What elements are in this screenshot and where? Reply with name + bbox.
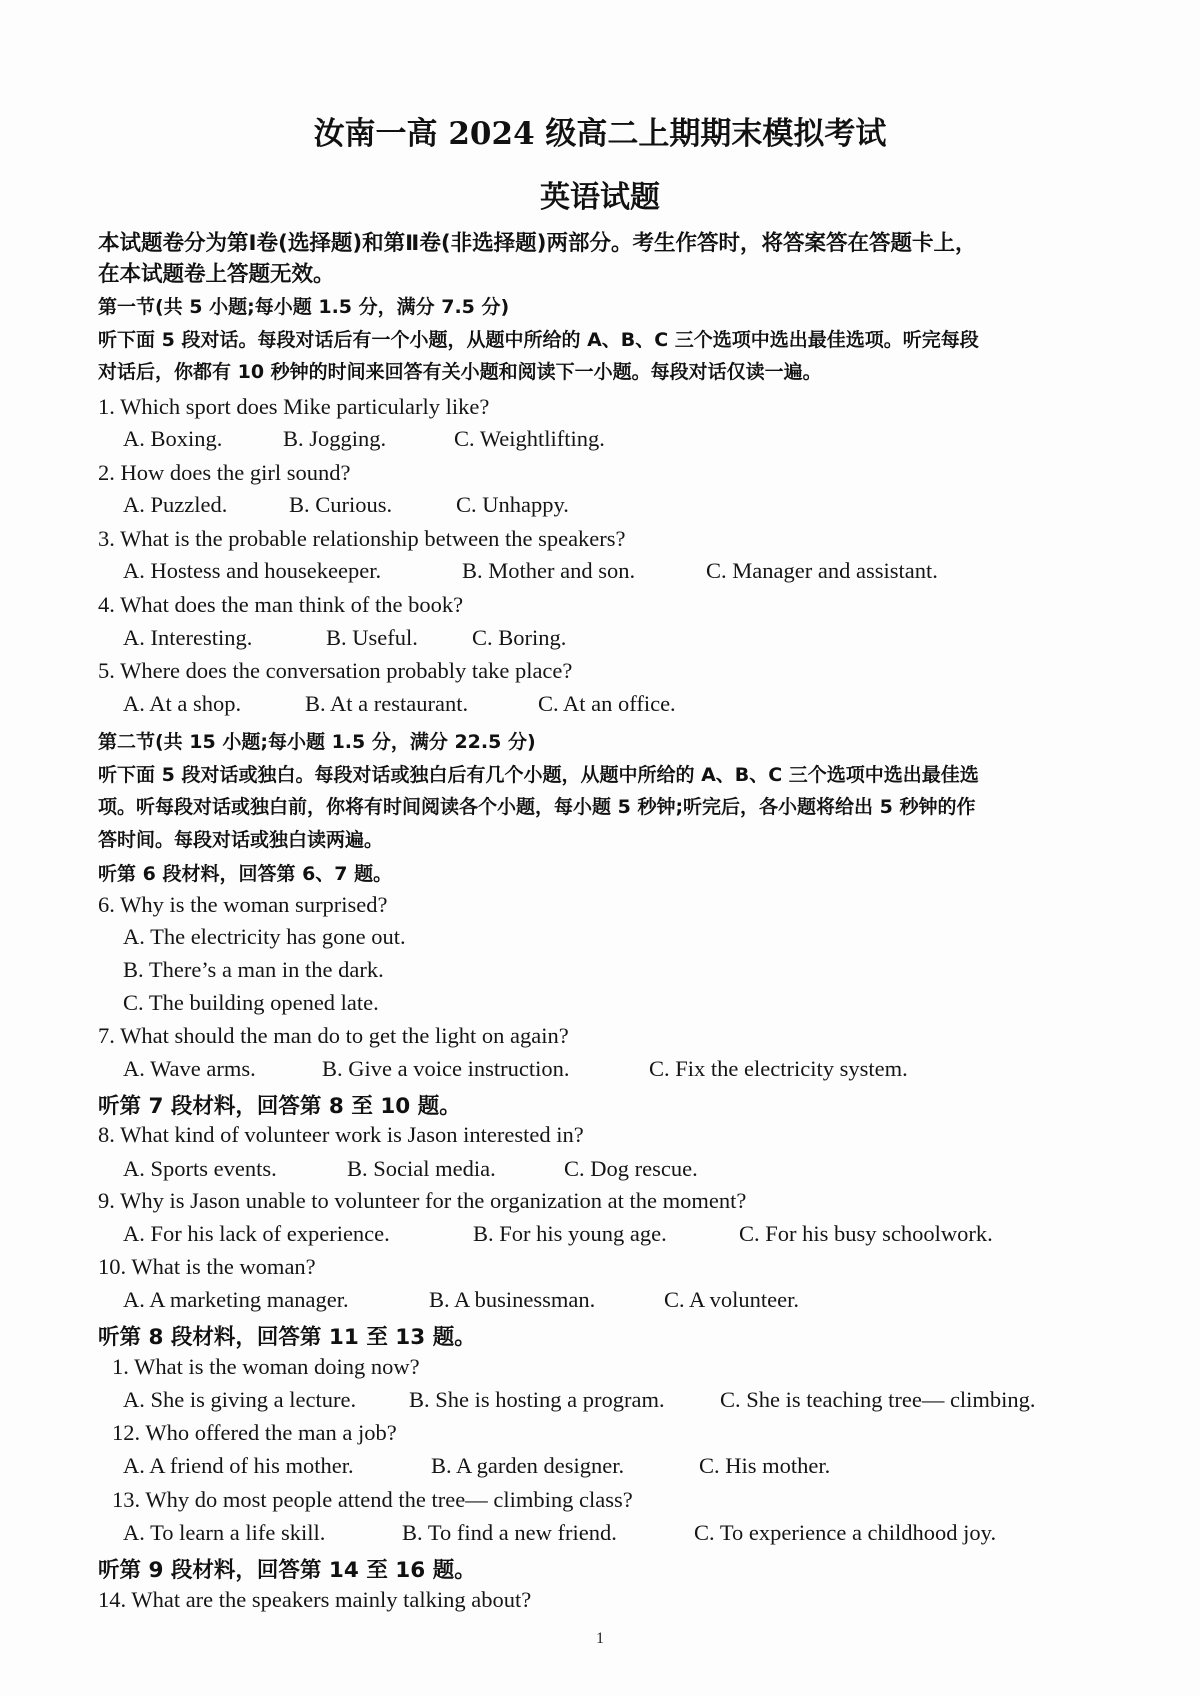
question-4: 4. What does the man think of the book? (98, 592, 464, 617)
question-9: 9. Why is Jason unable to volunteer for the organization at the moment? (98, 1188, 747, 1213)
option-b[interactable]: B. At a restaurant. (305, 691, 469, 716)
question-2: 2. How does the girl sound? (98, 460, 351, 485)
question-8-options (123, 1156, 698, 1182)
question-10: 10. What is the woman? (98, 1254, 316, 1279)
question-7: 7. What should the man do to get the light on again? (98, 1023, 569, 1048)
option-a[interactable]: A. For his lack of experience. (123, 1221, 390, 1246)
option-c[interactable]: C. A volunteer. (664, 1287, 799, 1312)
option-b[interactable]: B. Useful. (326, 625, 418, 650)
option-c[interactable]: C. She is teaching tree— climbing. (720, 1387, 1036, 1412)
question-10-options (123, 1287, 799, 1313)
option-a[interactable]: A. A friend of his mother. (123, 1453, 354, 1478)
option-a[interactable]: A. At a shop. (123, 691, 242, 716)
option-c[interactable]: C. For his busy schoolwork. (739, 1221, 993, 1246)
section1-instruction-1: 听下面 5 段对话。每段对话后有一个小题，从题中所给的 A、B、C 三个选项中选出最佳选项。听完每段 (98, 329, 979, 351)
question-6: 6. Why is the woman surprised? (98, 892, 388, 917)
option-a[interactable]: A. She is giving a lecture. (123, 1387, 357, 1412)
section1-instruction-2: 对话后，你都有 10 秒钟的时间来回答有关小题和阅读下一小题。每段对话仅读一遍。 (98, 361, 822, 383)
option-c[interactable]: C. Dog rescue. (564, 1156, 698, 1181)
question-2-options (123, 492, 569, 518)
option-b[interactable]: B. Give a voice instruction. (322, 1056, 570, 1081)
section2-instruction-1: 听下面 5 段对话或独白。每段对话或独白后有几个小题，从题中所给的 A、B、C 三个选项中选出最佳选 (98, 764, 979, 786)
question-7-options (123, 1056, 908, 1082)
option-c[interactable]: C. Weightlifting. (454, 426, 605, 451)
question-12-options (123, 1453, 830, 1479)
exam-title: 汝南一高 2024 级高二上期期末模拟考试 (313, 116, 887, 152)
question-14: 14. What are the speakers mainly talking about? (98, 1587, 532, 1612)
option-a[interactable]: A. Boxing. (123, 426, 223, 451)
option-c[interactable]: C. Fix the electricity system. (649, 1056, 908, 1081)
option-b[interactable]: B. Curious. (289, 492, 393, 517)
option-a[interactable]: A. Sports events. (123, 1156, 277, 1181)
material-8-heading: 听第 8 段材料，回答第 11 至 13 题。 (98, 1325, 476, 1350)
section2-instruction-3: 答时间。每段对话或独白读两遍。 (98, 829, 384, 851)
option-b[interactable]: B. She is hosting a program. (409, 1387, 665, 1412)
intro-line-2: 在本试题卷上答题无效。 (98, 262, 335, 287)
option-b[interactable]: B. Mother and son. (462, 558, 636, 583)
section2-heading: 第二节(共 15 小题;每小题 1.5 分，满分 22.5 分) (98, 731, 536, 753)
section1-heading: 第一节(共 5 小题;每小题 1.5 分，满分 7.5 分) (98, 296, 510, 318)
option-b[interactable]: B. Social media. (347, 1156, 496, 1181)
option-a[interactable]: A. A marketing manager. (123, 1287, 349, 1312)
intro-line-1: 本试题卷分为第Ⅰ卷(选择题)和第Ⅱ卷(非选择题)两部分。考生作答时，将答案答在答题卡上， (98, 231, 977, 256)
question-6-option-c[interactable]: C. The building opened late. (123, 990, 379, 1015)
question-3: 3. What is the probable relationship between the speakers? (98, 526, 626, 551)
option-c[interactable]: C. Boring. (472, 625, 567, 650)
question-1: 1. Which sport does Mike particularly like? (98, 394, 490, 419)
option-c[interactable]: C. At an office. (538, 691, 676, 716)
option-a[interactable]: A. Interesting. (123, 625, 253, 650)
question-1-options (123, 426, 605, 452)
question-5: 5. Where does the conversation probably take place? (98, 658, 573, 683)
option-b[interactable]: B. To find a new friend. (402, 1520, 617, 1545)
option-c[interactable]: C. To experience a childhood joy. (694, 1520, 997, 1545)
question-5-options (123, 691, 676, 717)
option-c[interactable]: C. His mother. (699, 1453, 831, 1478)
material-6-heading: 听第 6 段材料，回答第 6、7 题。 (98, 863, 393, 885)
option-b[interactable]: B. A businessman. (429, 1287, 596, 1312)
question-4-options (123, 625, 566, 651)
option-c[interactable]: C. Unhappy. (456, 492, 569, 517)
option-c[interactable]: C. Manager and assistant. (706, 558, 938, 583)
question-11-options (123, 1387, 1036, 1413)
subject-title: 英语试题 (540, 180, 660, 215)
option-b[interactable]: B. Jogging. (283, 426, 387, 451)
material-7-heading: 听第 7 段材料，回答第 8 至 10 题。 (98, 1094, 461, 1119)
option-a[interactable]: A. Hostess and housekeeper. (123, 558, 382, 583)
question-9-options (123, 1221, 993, 1247)
question-3-options (123, 558, 938, 584)
material-9-heading: 听第 9 段材料，回答第 14 至 16 题。 (98, 1558, 476, 1583)
option-a[interactable]: A. Puzzled. (123, 492, 228, 517)
question-13-options (123, 1520, 996, 1546)
question-11: 1. What is the woman doing now? (112, 1354, 420, 1379)
option-a[interactable]: A. Wave arms. (123, 1056, 256, 1081)
section2-instruction-2: 项。听每段对话或独白前，你将有时间阅读各个小题，每小题 5 秒钟;听完后，各小题将给出 5 秒钟的作 (98, 796, 976, 818)
option-b[interactable]: B. A garden designer. (431, 1453, 625, 1478)
question-8: 8. What kind of volunteer work is Jason interested in? (98, 1122, 584, 1147)
question-13: 13. Why do most people attend the tree— climbing class? (112, 1487, 633, 1512)
option-a[interactable]: A. To learn a life skill. (123, 1520, 326, 1545)
question-12: 12. Who offered the man a job? (112, 1420, 397, 1445)
page-number: 1 (596, 1630, 604, 1647)
question-6-option-a[interactable]: A. The electricity has gone out. (123, 924, 406, 949)
question-6-option-b[interactable]: B. There’s a man in the dark. (123, 957, 384, 982)
option-b[interactable]: B. For his young age. (473, 1221, 667, 1246)
